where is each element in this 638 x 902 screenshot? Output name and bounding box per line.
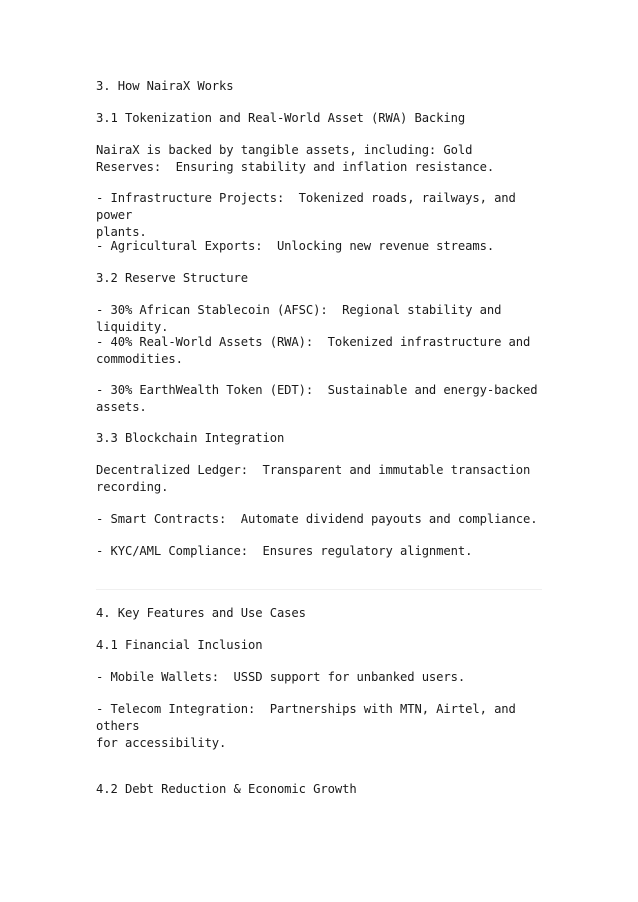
bullet-agricultural-exports: - Agricultural Exports: Unlocking new revenue streams. bbox=[96, 239, 495, 253]
bullet-afsc-allocation: - 30% African Stablecoin (AFSC): Regional stability and liquidity. bbox=[96, 303, 509, 334]
section-3-1-intro: NairaX is backed by tangible assets, including: Gold Reserves: Ensuring stability and inflation resistance. bbox=[96, 143, 495, 174]
section-3-heading: 3. How NairaX Works bbox=[96, 79, 234, 93]
bullet-edt-allocation: - 30% EarthWealth Token (EDT): Sustainable and energy-backed assets. bbox=[96, 383, 545, 414]
section-divider bbox=[96, 589, 542, 590]
bullet-infrastructure-projects: - Infrastructure Projects: Tokenized roads, railways, and power plants. bbox=[96, 191, 516, 239]
section-3-1-heading: 3.1 Tokenization and Real-World Asset (RWA) Backing bbox=[96, 111, 466, 125]
bullet-rwa-allocation: - 40% Real-World Assets (RWA): Tokenized infrastructure and commodities. bbox=[96, 335, 531, 366]
section-4-heading: 4. Key Features and Use Cases bbox=[96, 606, 306, 620]
section-3-3-heading: 3.3 Blockchain Integration bbox=[96, 431, 285, 445]
bullet-smart-contracts: - Smart Contracts: Automate dividend payouts and compliance. bbox=[96, 512, 538, 526]
bullet-kyc-aml: - KYC/AML Compliance: Ensures regulatory alignment. bbox=[96, 544, 473, 558]
bullet-mobile-wallets: - Mobile Wallets: USSD support for unbanked users. bbox=[96, 670, 466, 684]
bullet-telecom-integration: - Telecom Integration: Partnerships with MTN, Airtel, and others for accessibility. bbox=[96, 702, 516, 750]
decentralized-ledger-text: Decentralized Ledger: Transparent and immutable transaction recording. bbox=[96, 463, 531, 494]
section-4-2-heading: 4.2 Debt Reduction & Economic Growth bbox=[96, 782, 357, 796]
section-3-2-heading: 3.2 Reserve Structure bbox=[96, 271, 248, 285]
section-4-1-heading: 4.1 Financial Inclusion bbox=[96, 638, 263, 652]
